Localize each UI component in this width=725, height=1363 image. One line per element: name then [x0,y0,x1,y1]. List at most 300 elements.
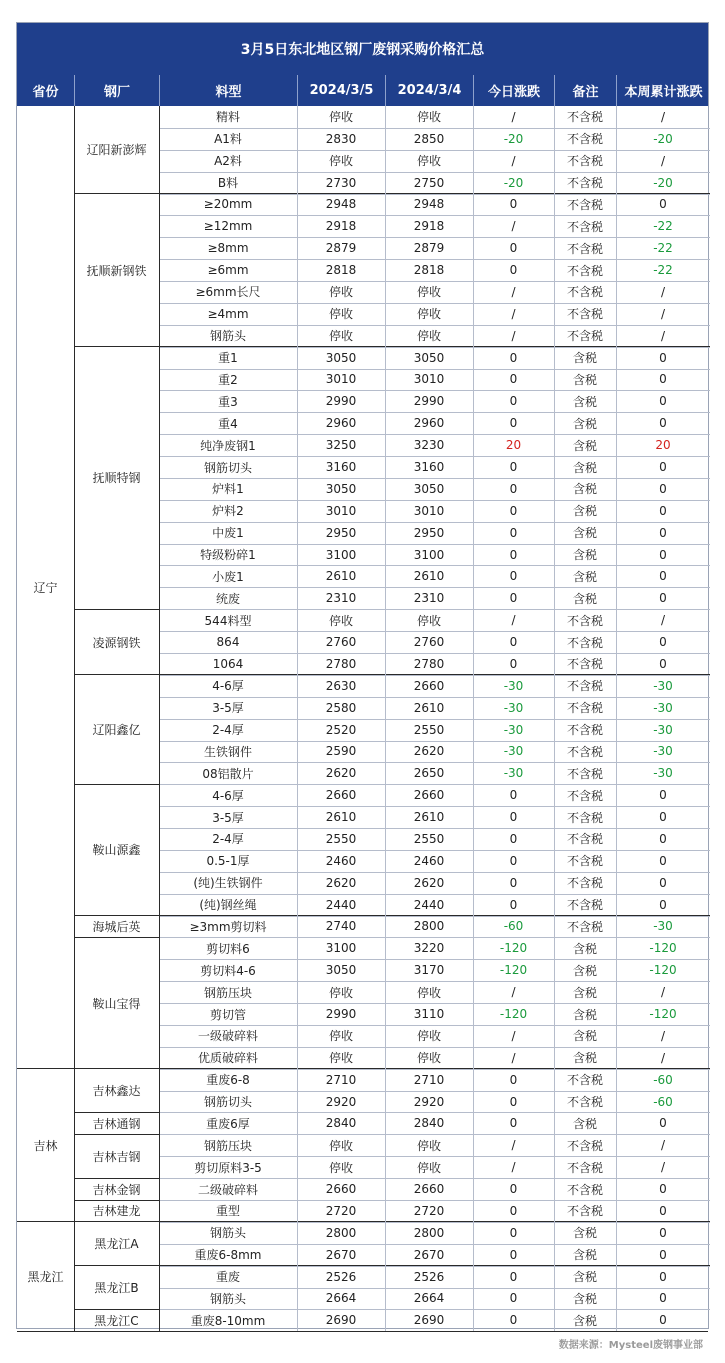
table-cell: 不含税 [566,766,603,781]
table-cell: 剪切原料3-5 [194,1160,262,1175]
data-source-note: 数据来源：Mysteel废钢事业部 [558,1340,703,1351]
row-line [159,434,710,435]
table-cell: 3100 [325,547,357,562]
table-cell: -120 [649,1007,677,1022]
table-cell: 864 [216,635,240,650]
row-line [159,1222,710,1223]
table-cell: 2460 [413,853,445,868]
mill-cell: 黑龙江C [94,1313,139,1328]
table-cell: 0 [659,875,667,890]
table-cell: 0 [659,788,667,803]
table-cell: 2660 [413,788,445,803]
table-cell: -60 [653,1094,673,1109]
table-cell: 0 [659,810,667,825]
table-title: 3月5日东北地区钢厂废钢采购价格汇总 [17,23,708,75]
table-cell: 2520 [325,722,357,737]
table-cell: 剪切料6 [206,941,250,956]
table-cell: 3050 [325,350,357,365]
table-cell: 不含税 [566,744,603,759]
table-cell: 停收 [328,154,353,169]
column-line [385,106,386,1331]
table-cell: 2664 [325,1291,357,1306]
table-cell: 剪切管 [209,1007,246,1022]
table-cell: 停收 [416,154,441,169]
table-cell: 0 [509,1269,518,1284]
mill-cell: 辽阳新澎辉 [86,143,147,158]
table-cell: 0 [509,591,518,606]
header-price-today: 2024/3/5 [297,75,385,106]
table-cell: 2550 [325,831,357,846]
table-cell: 2879 [413,241,445,256]
table-cell: / [511,219,516,234]
table-cell: A2料 [214,154,242,169]
table-cell: 2818 [325,263,357,278]
mill-cell: 黑龙江B [94,1281,139,1295]
table-cell: 含税 [572,438,597,453]
table-cell: 停收 [328,1029,353,1044]
table-cell: 不含税 [566,307,603,322]
table-cell: 3-5厚 [212,810,244,825]
table-cell: -30 [653,700,673,715]
table-cell: 含税 [572,985,597,1000]
table-cell: / [511,306,516,321]
table-cell: 3050 [325,963,357,978]
row-line [159,1178,710,1179]
table-cell: 2526 [325,1269,357,1284]
table-cell: 炉料2 [212,504,244,519]
table-cell: -30 [503,722,524,737]
table-cell: -30 [503,766,524,781]
table-cell: 停收 [416,1051,441,1066]
table-cell: 重废6厚 [206,1116,250,1131]
table-cell: 3110 [413,1007,445,1022]
table-cell: 重4 [218,416,238,431]
table-cell: 不含税 [566,788,603,803]
table-cell: 2310 [413,591,445,606]
row-line [159,259,710,260]
table-cell: 不含税 [566,1095,603,1110]
table-cell: 20 [655,438,671,453]
table-cell: 停收 [416,329,441,344]
table-cell: 停收 [328,613,353,628]
table-cell: 2664 [413,1291,445,1306]
table-cell: 不含税 [566,1160,603,1175]
column-line [616,106,617,1331]
table-cell: 0 [659,460,667,475]
table-cell: -20 [653,175,673,190]
province-cell: 吉林 [33,1138,58,1153]
row-line [159,719,710,720]
table-cell: -20 [653,131,673,146]
row-line [159,916,710,917]
row-line [159,150,710,151]
table-cell: 停收 [416,1029,441,1044]
table-cell: 重型 [215,1204,240,1219]
table-cell: / [511,1028,516,1043]
table-cell: 0 [509,263,518,278]
table-cell: 停收 [328,1160,353,1175]
table-cell: 停收 [328,285,353,300]
table-cell: 0 [509,525,518,540]
mill-cell: 辽阳鑫亿 [92,723,141,738]
table-cell: 2990 [413,394,445,409]
table-cell: -30 [503,744,524,759]
table-cell: 2948 [325,197,357,212]
mill-cell: 吉林鑫达 [92,1084,141,1099]
table-cell: 2948 [413,197,445,212]
table-cell: 含税 [572,1007,597,1022]
row-line [159,784,710,785]
table-cell: 0 [659,1313,667,1328]
table-cell: / [660,1050,666,1065]
table-cell: -120 [649,963,677,978]
table-cell: 2-4厚 [212,723,244,738]
row-line [159,1244,710,1245]
table-cell: 2950 [325,525,357,540]
table-cell: 精料 [215,110,240,125]
table-cell: 含税 [572,526,597,541]
table-cell: 含税 [572,1291,597,1306]
table-cell: 2740 [325,919,357,934]
table-cell: / [511,985,516,1000]
table-cell: 不含税 [566,810,603,825]
table-cell: 停收 [416,110,441,125]
table-cell: / [511,613,516,628]
table-cell: 不含税 [566,919,603,934]
table-cell: 不含税 [566,832,603,847]
row-line [159,237,710,238]
table-cell: 停收 [328,1051,353,1066]
table-cell: 停收 [328,329,353,344]
table-cell: 0 [659,1182,667,1197]
row-line [159,390,710,391]
row-line [159,303,710,304]
row-line [159,1266,710,1267]
column-line [554,106,555,1331]
table-cell: 统废 [215,591,240,606]
table-cell: 含税 [572,591,597,606]
table-cell: 不含税 [566,1138,603,1153]
row-line [159,456,710,457]
table-cell: 0 [509,656,518,671]
table-cell: 3010 [413,372,445,387]
table-cell: 1064 [212,656,244,671]
table-cell: 不含税 [566,132,603,147]
row-line [159,1134,710,1135]
table-cell: 2720 [325,1203,357,1218]
table-cell: 3010 [413,503,445,518]
table-cell: 0 [659,372,667,387]
table-cell: 不含税 [566,657,603,672]
table-cell: 3250 [325,438,357,453]
table-cell: -30 [503,700,524,715]
table-cell: 0 [509,569,518,584]
table-cell: 2630 [325,678,357,693]
table-cell: 停收 [328,307,353,322]
table-cell: 0 [659,1247,667,1262]
table-cell: / [511,1160,516,1175]
table-cell: 2610 [413,569,445,584]
table-cell: 3230 [413,438,445,453]
table-cell: 2550 [413,722,445,737]
table-cell: 钢筋头 [209,1291,246,1306]
table-cell: 0 [509,1225,518,1240]
table-cell: 2650 [413,766,445,781]
table-cell: 不含税 [566,285,603,300]
table-cell: 0 [659,416,667,431]
table-cell: 含税 [572,1248,597,1263]
table-cell: 2990 [325,394,357,409]
table-cell: 钢筋头 [209,1226,246,1241]
table-cell: 2610 [413,810,445,825]
table-cell: 2720 [413,1203,445,1218]
table-cell: 不含税 [566,723,603,738]
table-cell: 0 [509,788,518,803]
table-cell: 重1 [218,351,238,366]
table-cell: 0 [659,394,667,409]
mill-cell: 吉林通钢 [92,1116,141,1131]
table-cell: 20 [505,438,522,453]
table-cell: -22 [653,219,673,234]
table-cell: -120 [499,1007,528,1022]
table-cell: -20 [503,175,524,190]
table-cell: 0 [659,1291,667,1306]
table-cell: 0 [509,1203,518,1218]
table-cell: 3010 [325,503,357,518]
row-line [159,697,710,698]
table-cell: 3160 [325,460,357,475]
table-cell: 3010 [325,372,357,387]
row-line [159,128,710,129]
row-line [159,587,710,588]
table-cell: 停收 [328,985,353,1000]
table-cell: 剪切料4-6 [200,963,256,978]
row-line [159,653,710,654]
table-cell: 钢筋压块 [203,985,252,1000]
table-cell: 0 [659,831,667,846]
row-line [159,1069,710,1070]
table-cell: 0 [659,853,667,868]
table-cell: 0 [509,1291,518,1306]
table-cell: 不含税 [566,197,603,212]
table-cell: 含税 [572,482,597,497]
table-cell: 2690 [413,1313,445,1328]
table-cell: 重3 [218,394,238,409]
table-cell: / [660,284,666,299]
table-cell: 2310 [325,591,357,606]
table-cell: 0 [659,656,667,671]
table-cell: 2550 [413,831,445,846]
table-cell: 0 [509,197,518,212]
table-cell: 2879 [325,241,357,256]
table-cell: 2660 [325,788,357,803]
table-cell: / [511,109,516,124]
table-cell: ≥6mm [207,263,249,278]
row-line [159,565,710,566]
table-cell: 2960 [325,416,357,431]
table-cell: 停收 [328,110,353,125]
table-cell: 不含税 [566,219,603,234]
row-line [159,412,710,413]
table-cell: 2840 [413,1116,445,1131]
table-cell: 0 [509,853,518,868]
column-line [297,106,298,1331]
table-cell: 2950 [413,525,445,540]
table-cell: 0 [659,569,667,584]
table-cell: 0 [509,1116,518,1131]
row-line [159,828,710,829]
header-price-yesterday: 2024/3/4 [385,75,473,106]
row-line [159,762,710,763]
mill-cell: 鞍山源鑫 [92,843,141,858]
table-cell: 0 [659,1203,667,1218]
table-cell: 2780 [325,656,357,671]
table-cell: 中废1 [212,526,244,541]
table-cell: 2760 [413,635,445,650]
header-remark: 备注 [554,75,616,106]
table-cell: 0 [509,241,518,256]
row-line [159,1112,710,1113]
table-cell: 2690 [325,1313,357,1328]
table-cell: 2830 [325,131,357,146]
table-cell: 0 [509,1182,518,1197]
table-cell: 2750 [413,175,445,190]
table-cell: 特级粉碎1 [200,548,256,563]
table-cell: / [660,1028,666,1043]
mill-cell: 黑龙江A [94,1237,139,1252]
table-cell: 0 [509,460,518,475]
table-cell: 钢筋压块 [203,1138,252,1153]
province-cell: 辽宁 [33,580,58,595]
row-line [159,215,710,216]
table-cell: 2580 [325,700,357,715]
table-cell: 停收 [416,307,441,322]
table-cell: 不含税 [566,1204,603,1219]
table-cell: / [511,284,516,299]
table-cell: 停收 [416,985,441,1000]
table-cell: ≥6mm长尺 [195,285,261,300]
table-cell: 2620 [325,875,357,890]
table-cell: 0 [509,875,518,890]
table-cell: 0 [509,635,518,650]
row-line [159,959,710,960]
table-cell: 不含税 [566,635,603,650]
table-cell: 含税 [572,504,597,519]
table-cell: 钢筋头 [209,329,246,344]
table-cell: 0 [509,372,518,387]
table-cell: 2710 [413,1072,445,1087]
table-cell: 含税 [572,941,597,956]
table-cell: 2660 [325,1182,357,1197]
table-cell: / [511,1138,516,1153]
row-line [159,1288,710,1289]
table-cell: (纯)生铁钢件 [193,876,263,891]
row-line [159,281,710,282]
row-line [159,1309,710,1310]
table-cell: 0 [509,1247,518,1262]
table-cell: / [660,109,666,124]
mill-cell: 吉林吉钢 [92,1149,141,1164]
table-cell: 2990 [325,1007,357,1022]
table-cell: 0 [509,481,518,496]
table-cell: ≥12mm [203,219,253,234]
table-cell: 3170 [413,963,445,978]
row-line [159,369,710,370]
table-cell: 0 [659,1225,667,1240]
table-cell: 含税 [572,372,597,387]
table-cell: -22 [653,263,673,278]
table-cell: 2800 [413,919,445,934]
table-cell: 2918 [413,219,445,234]
table-cell: 0 [659,1269,667,1284]
table-cell: 不含税 [566,679,603,694]
table-cell: 2800 [325,1225,357,1240]
row-line [159,478,710,479]
row-line [159,1156,710,1157]
table-cell: 停收 [416,285,441,300]
table-cell: / [511,328,516,343]
table-cell: 2526 [413,1269,445,1284]
table-cell: 含税 [572,1116,597,1131]
table-cell: 0 [509,503,518,518]
table-cell: 不含税 [566,1182,603,1197]
table-cell: 3-5厚 [212,701,244,716]
table-cell: 二级破碎料 [197,1182,258,1197]
table-cell: 2660 [413,1182,445,1197]
table-cell: 含税 [572,1051,597,1066]
table-cell: / [660,613,666,628]
table-cell: 4-6厚 [212,788,244,803]
table-cell: A1料 [214,132,242,147]
table-cell: 2960 [413,416,445,431]
mill-cell: 凌源钢铁 [92,635,141,650]
table-cell: 2670 [413,1247,445,1262]
row-line [159,675,710,676]
table-cell: 含税 [572,1270,597,1285]
table-cell: -120 [649,941,677,956]
table-cell: -30 [653,678,673,693]
table-cell: 含税 [572,1226,597,1241]
table-cell: 0 [509,831,518,846]
table-cell: 2800 [413,1225,445,1240]
table-cell: 不含税 [566,613,603,628]
table-cell: 0 [509,1094,518,1109]
table-cell: 0 [509,897,518,912]
table-cell: 2710 [325,1072,357,1087]
table-cell: 2730 [325,175,357,190]
table-cell: 不含税 [566,154,603,169]
table-cell: 0 [509,1313,518,1328]
table-cell: 不含税 [566,329,603,344]
table-cell: -30 [653,744,673,759]
table-cell: 0 [509,810,518,825]
table-cell: 含税 [572,1029,597,1044]
table-cell: 小废1 [212,569,244,584]
table-cell: 停收 [328,1138,353,1153]
row-line [159,522,710,523]
table-cell: 0 [659,350,667,365]
table-cell: 2590 [325,744,357,759]
row-line [159,806,710,807]
table-cell: 0 [659,525,667,540]
table-cell: 2610 [413,700,445,715]
table-cell: 2660 [413,678,445,693]
table-cell: -120 [499,941,528,956]
header-weekly-change: 本周累计涨跌 [616,75,710,106]
table-cell: 2440 [413,897,445,912]
table-cell: 生铁钢件 [203,744,252,759]
mill-cell: 抚顺特钢 [92,471,141,486]
